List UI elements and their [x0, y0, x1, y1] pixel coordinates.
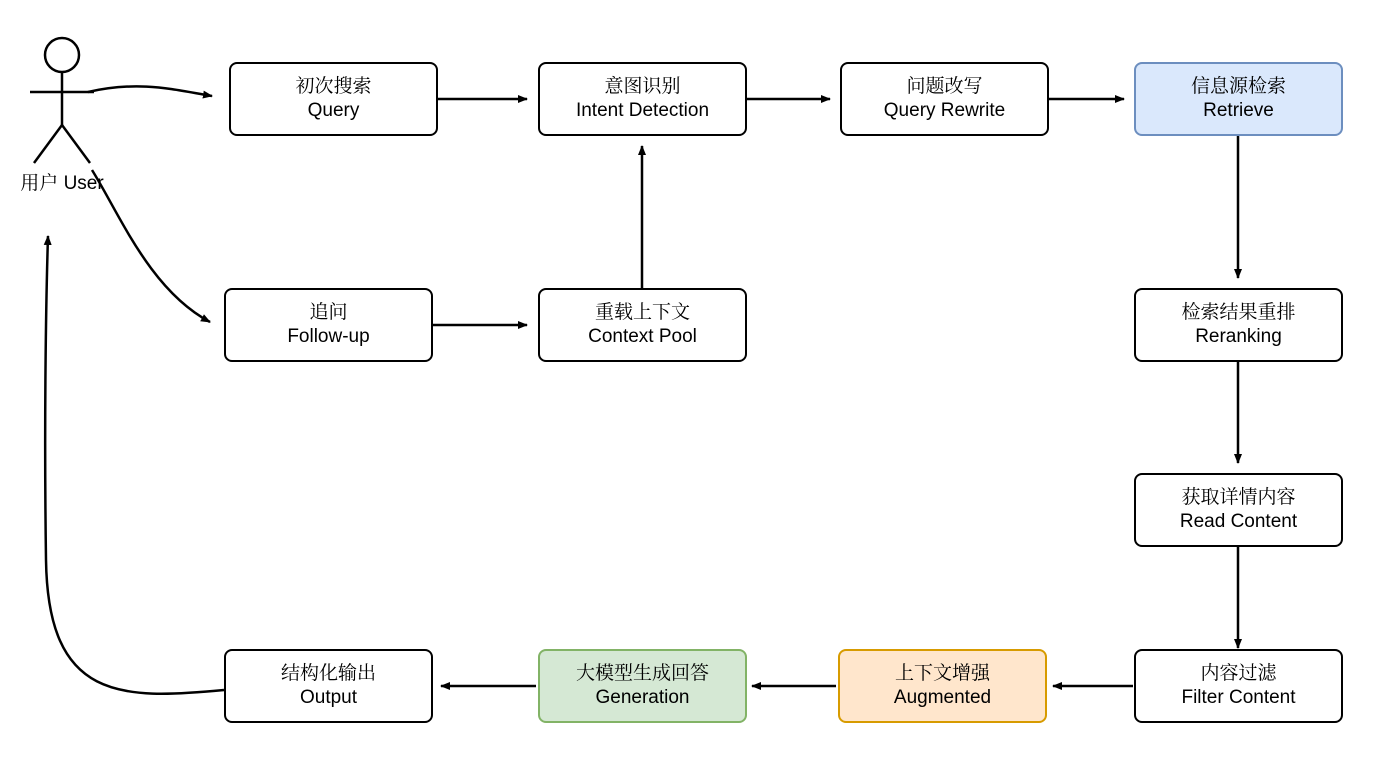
node-intent-detection-label-en: Intent Detection [575, 100, 710, 121]
node-generation-label-cn: 大模型生成回答 [575, 662, 709, 684]
node-retrieve[interactable] [1134, 62, 1343, 136]
node-query-label-en: Query [307, 100, 360, 121]
node-reranking-label-cn: 检索结果重排 [1181, 301, 1296, 323]
node-context-pool-label-en: Context Pool [588, 326, 697, 347]
node-reranking[interactable] [1134, 288, 1343, 362]
node-query-rewrite-label-cn: 问题改写 [906, 75, 983, 97]
node-follow-up-label-en: Follow-up [287, 326, 370, 347]
node-follow-up-label-cn: 追问 [309, 301, 348, 323]
node-query-label-cn: 初次搜索 [295, 75, 372, 97]
node-retrieve-label-en: Retrieve [1203, 100, 1274, 121]
node-intent-detection-label-cn: 意图识别 [604, 75, 681, 97]
node-read-content-label-en: Read Content [1179, 511, 1298, 532]
node-filter-content[interactable] [1134, 649, 1343, 723]
node-context-pool-label-cn: 重载上下文 [594, 301, 690, 323]
node-read-content[interactable] [1134, 473, 1343, 547]
node-query-rewrite-label-en: Query Rewrite [883, 100, 1006, 121]
edge-user-query [88, 86, 212, 96]
user-actor-label-cn: 用户 [20, 173, 59, 194]
node-read-content-label-cn: 获取详情内容 [1181, 486, 1296, 508]
node-augmented-label-en: Augmented [893, 687, 992, 708]
edge-output-user [45, 236, 224, 694]
node-reranking-label-en: Reranking [1195, 326, 1282, 347]
node-augmented-label-cn: 上下文增强 [894, 662, 990, 684]
node-generation-label-en: Generation [595, 687, 690, 708]
user-actor-label [12, 172, 112, 196]
node-query-rewrite[interactable] [840, 62, 1049, 136]
node-augmented[interactable] [838, 649, 1047, 723]
node-intent-detection[interactable] [538, 62, 747, 136]
node-follow-up[interactable] [224, 288, 433, 362]
node-output-label-cn: 结构化输出 [280, 662, 376, 684]
node-retrieve-label-cn: 信息源检索 [1190, 75, 1286, 97]
node-generation[interactable] [538, 649, 747, 723]
node-query[interactable] [229, 62, 438, 136]
user-actor-label-en: User [63, 173, 104, 194]
node-output-label-en: Output [299, 687, 358, 708]
node-filter-content-label-en: Filter Content [1181, 687, 1296, 708]
node-filter-content-label-cn: 内容过滤 [1200, 662, 1277, 684]
node-output[interactable] [224, 649, 433, 723]
node-context-pool[interactable] [538, 288, 747, 362]
user-actor-figure [30, 38, 94, 163]
